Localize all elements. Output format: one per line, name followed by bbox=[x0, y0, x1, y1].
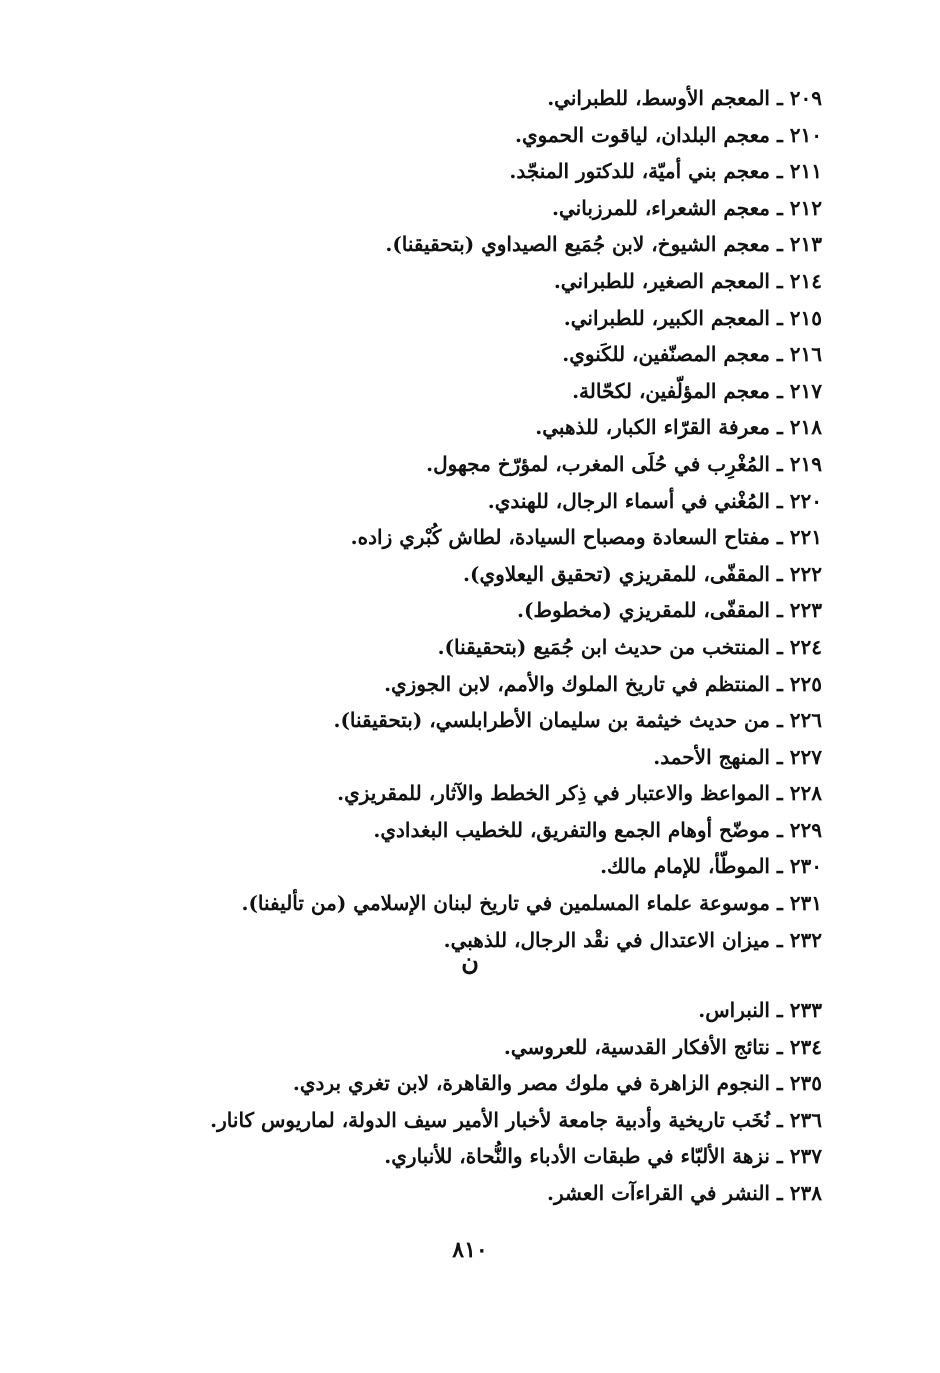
bibliography-entry: ٢٣٧ ـ نزهة الألبّاء في طبقات الأدباء والنُّحاة، للأنباري. bbox=[384, 1144, 822, 1169]
bibliography-list-meem bbox=[102, 80, 822, 958]
bibliography-entry: ٢١٦ ـ معجم المصنّفين، للكَنوي. bbox=[562, 342, 822, 367]
bibliography-entry: ٢١١ ـ معجم بني أميّة، للدكتور المنجّد. bbox=[509, 159, 822, 184]
bibliography-entry: ٢١٣ ـ معجم الشيوخ، لابن جُمَيع الصيداوي (بتحقيقنا). bbox=[385, 232, 822, 257]
bibliography-entry: ٢٢٠ ـ المُغْني في أسماء الرجال، للهندي. bbox=[487, 488, 822, 513]
bibliography-entry: ٢١٤ ـ المعجم الصغير، للطبراني. bbox=[553, 268, 822, 293]
bibliography-entry: ٢٣٥ ـ النجوم الزاهرة في ملوك مصر والقاهرة، لابن تغري بردي. bbox=[292, 1071, 822, 1096]
bibliography-entry: ٢٣٦ ـ نُخَب تاريخية وأدبية جامعة لأخبار الأمير سيف الدولة، لماريوس كانار. bbox=[210, 1107, 822, 1132]
bibliography-entry: ٢٢٩ ـ موضّح أوهام الجمع والتفريق، للخطيب البغدادي. bbox=[373, 817, 822, 842]
bibliography-entry: ٢٢٨ ـ المواعظ والاعتبار في ذِكر الخطط والآثار، للمقريزي. bbox=[337, 781, 822, 806]
bibliography-entry: ٢٣٨ ـ النشر في القراءآت العشر. bbox=[547, 1180, 822, 1205]
bibliography-entry: ٢٢٤ ـ المنتخب من حديث ابن جُمَيع (بتحقيقنا). bbox=[437, 634, 822, 659]
bibliography-entry: ٢٣٢ ـ ميزان الاعتدال في نقْد الرجال، للذهبي. bbox=[443, 927, 822, 952]
bibliography-entry: ٢٢٥ ـ المنتظم في تاريخ الملوك والأمم، لابن الجوزي. bbox=[384, 671, 822, 696]
bibliography-entry: ٢١٩ ـ المُغْرِب في حُلَى المغرب، لمؤرّخ مجهول. bbox=[426, 451, 822, 476]
bibliography-entry: ٢٢٢ ـ المقفّى، للمقريزي (تحقيق اليعلاوي). bbox=[463, 561, 822, 586]
bibliography-entry: ٢١٧ ـ معجم المؤلّفين، لكحّالة. bbox=[572, 378, 822, 403]
bibliography-entry: ٢٠٩ ـ المعجم الأوسط، للطبراني. bbox=[547, 86, 822, 110]
bibliography-entry: ٢١٢ ـ معجم الشعراء، للمرزباني. bbox=[552, 195, 822, 220]
bibliography-entry: ٢٣٤ ـ نتائج الأفكار القدسية، للعروسي. bbox=[503, 1034, 822, 1059]
bibliography-entry: ٢٢٣ ـ المقفّى، للمقريزي (مخطوط). bbox=[517, 598, 822, 623]
bibliography-entry: ٢١٠ ـ معجم البلدان، لياقوت الحموي. bbox=[514, 122, 822, 147]
bibliography-entry: ٢١٨ ـ معرفة القرّاء الكبار، للذهبي. bbox=[535, 415, 822, 440]
section-heading-noon: ن bbox=[461, 947, 479, 976]
page-number: ٨١٠ bbox=[452, 1237, 488, 1263]
bibliography-entry: ٢٣٣ ـ النبراس. bbox=[698, 998, 822, 1022]
bibliography-list-noon bbox=[102, 992, 822, 1212]
bibliography-entry: ٢٣٠ ـ الموطّأ، للإمام مالك. bbox=[600, 854, 822, 879]
bibliography-entry: ٢٢٧ ـ المنهج الأحمد. bbox=[653, 744, 822, 769]
bibliography-entry: ٢٢٦ ـ من حديث خيثمة بن سليمان الأطرابلسي، (بتحقيقنا). bbox=[333, 708, 822, 733]
bibliography-entry: ٢٣١ ـ موسوعة علماء المسلمين في تاريخ لبنان الإسلامي (من تأليفنا). bbox=[241, 891, 822, 916]
bibliography-entry: ٢٢١ ـ مفتاح السعادة ومصباح السيادة، لطاش كُبْري زاده. bbox=[350, 525, 822, 550]
bibliography-entry: ٢١٥ ـ المعجم الكبير، للطبراني. bbox=[563, 305, 822, 330]
